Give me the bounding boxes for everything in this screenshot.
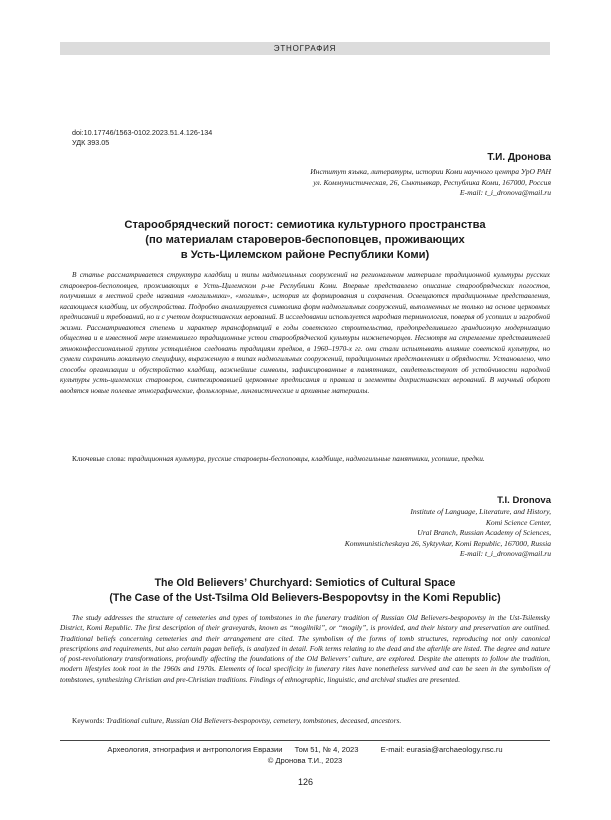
section-title: ЭТНОГРАФИЯ — [273, 44, 337, 53]
article-title-en — [60, 576, 550, 606]
abstract-ru: В статье рассматривается структура кладбищ и типы надмогильных сооружений на региональном материале традиционной культуры русских староверов-беспоповцев, проживающих в Усть-Цилемском р-не Республики Коми. Впервые представлено описание старообрядческих погостов, получивших в местной среде названия «могильники», «могилья», история их формирования и сохранения. Освещаются традиционные представления, касающиеся кладбищ, их обустройства. Подробно анализируется символика форм надмогильных сооружений, выполненных не только на основе церковных предписаний и требований, но и с учетом дохристианских верований. В исследовании используется народная терминология, поверья об усопших и загробной жизни. Рассматриваются степень и характер трансформаций в годы советского строительства, предопределившего грандиозную модернизацию общества и в известной мере изменившего традиционные устои старообрядческой культуры нижнепечорцев. Несмотря на стремление представителей этноконфессиональной группы устьцилёмов следовать традициям предков, в 1960–1970-х гг. они стали испытывать влияние советской культуры, но сумели сохранить локальную специфику, выраженную в типах надмогильных сооружений, традиционных представлениях и обрядности. Установлено, что способы организации и обустройство кладбищ, важнейшие символы, зафиксированные в памятниках, свидетельствуют об устойчивости народной культуры усть-цилемских староверов, синтезировавшей церковные предписания и правила и элементы дохристианских верований. В научный оборот вводятся новые полевые этнографические, фольклорные, лингвистические и архивные материалы. — [60, 270, 550, 396]
affiliation-ru-line: ул. Коммунистическая, 26, Сыктывкар, Республика Коми, 167000, Россия — [313, 177, 551, 187]
title-en-line: The Old Believers’ Churchyard: Semiotics of Cultural Space — [154, 577, 456, 589]
affiliation-en-line: Komi Science Center, — [485, 517, 551, 527]
footer-journal-line — [60, 745, 550, 754]
author-email-ru[interactable]: E-mail: t_i_dronova@mail.ru — [459, 188, 551, 198]
keywords-ru — [60, 454, 550, 465]
keywords-en — [60, 716, 550, 727]
keywords-en-values: Traditional culture, Russian Old Believers-bespopovtsy, cemetery, tombstones, deceased, ancestors. — [106, 716, 402, 725]
copyright-line: © Дронова Т.И., 2023 — [267, 756, 343, 765]
keywords-ru-values: традиционная культура, русские староверы-беспоповцы, кладбище, надмогильные памятники, усопшие, предки. — [127, 454, 485, 463]
article-title-ru — [60, 218, 550, 263]
title-ru-line: в Усть-Цилемском районе Республики Коми) — [180, 249, 430, 261]
udc-line: УДК 393.05 — [72, 138, 110, 147]
section-header-bar — [60, 42, 550, 55]
abstract-en: The study addresses the structure of cemeteries and types of tombstones in the funerary tradition of Russian Old Believers-bespopovtsy in the Ust-Tsilemsky District, Komi Republic. The first description of their graveyards, known as “mogilniki”, or “mogily”, is provided, and their history and preservation are outlined. Traditional beliefs concerning cemeteries and their arrangement are cited. The symbolism of the forms of tomb structures, reproducing not only canonical prescriptions and requirements, but also certain pagan beliefs, is analyzed in detail. Folk terms relating to the dead and the afterlife are listed. The degree and nature of post-revolutionary transformations, profoundly affecting the foundations of the Old Believers’ culture, are explored. Despite the attempts to follow the tradition, modern lifestyles took root in the 1960s and 1970s. Elements of local specificity in funerary rites have nonetheless survived and can be seen in the symbolism of tombstones, synthesizing Christian and pre-Christian traditions. Findings of ethnographic, linguistic, and archival studies are presented. — [60, 613, 550, 684]
journal-name: Археология, этнография и антропология Евразии — [107, 745, 283, 754]
page-number: 126 — [297, 777, 314, 787]
footer-divider — [60, 740, 550, 741]
author-email-en[interactable]: E-mail: t_i_dronova@mail.ru — [459, 549, 551, 559]
doi-line[interactable]: doi:10.17746/1563-0102.2023.51.4.126-134 — [72, 128, 213, 137]
affiliation-en-line: Kommunisticheskaya 26, Syktyvkar, Komi Republic, 167000, Russia — [344, 538, 551, 548]
affiliation-en-line: Institute of Language, Literature, and History, — [410, 507, 551, 516]
journal-issue: № 4, — [322, 745, 340, 754]
journal-volume: Том 51, — [294, 745, 321, 754]
affiliation-ru-line: Институт языка, литературы, истории Коми научного центра УрО РАН — [310, 167, 551, 176]
journal-year: 2023 — [341, 745, 359, 754]
title-ru-line: (по материалам староверов-беспоповцев, проживающих — [145, 234, 465, 246]
author-name-ru: Т.И. Дронова — [487, 152, 551, 163]
title-en-line: (The Case of the Ust-Tsilma Old Believers-Bespopovtsy in the Komi Republic) — [109, 592, 501, 604]
keywords-en-label: Keywords: — [72, 716, 105, 725]
title-ru-line: Старообрядческий погост: семиотика культурного пространства — [124, 219, 486, 231]
journal-email[interactable]: E-mail: eurasia@archaeology.nsc.ru — [380, 745, 503, 754]
affiliation-ru — [310, 167, 551, 199]
affiliation-en — [345, 507, 551, 560]
keywords-ru-label: Ключевые слова: — [72, 454, 126, 463]
author-name-en: T.I. Dronova — [497, 495, 551, 506]
affiliation-en-line: Ural Branch, Russian Academy of Sciences, — [417, 528, 551, 538]
